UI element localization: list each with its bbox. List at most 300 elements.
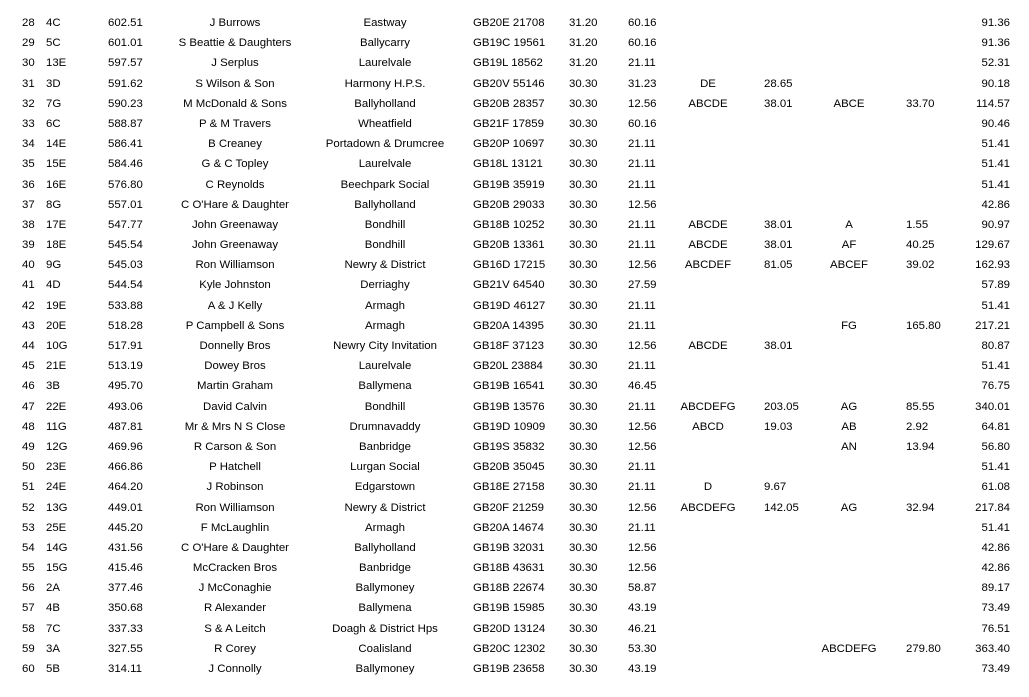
results-table [0,13,1029,679]
club-name-cell: Coalisland [358,642,412,655]
ring-number-cell: GB20P 10697 [473,138,545,151]
pool-2-amount-cell: 85.55 [906,400,935,413]
velocity-cell: 517.91 [108,340,143,352]
pool-1-letters-cell: ABCDE [688,340,728,352]
pool-2-letters-cell: AG [840,501,858,514]
velocity-cell: 327.55 [108,642,143,655]
table-row [0,74,1029,94]
ring-number-cell: GB21F 17859 [473,117,544,130]
ring-number-cell: GB20F 21259 [473,501,544,514]
position-cell: 34 [22,138,35,151]
pool-1-letters-cell: D [703,481,713,494]
fancier-name-cell: C O'Hare & Daughter [181,198,289,211]
position-cell: 40 [22,259,35,272]
prize-1-cell: 30.30 [569,562,598,575]
total-cell: 51.41 [981,138,1010,151]
prize-2-cell: 21.11 [628,138,656,151]
prize-1-cell: 30.30 [569,440,598,453]
velocity-cell: 557.01 [108,198,143,211]
position-cell: 42 [22,299,35,312]
prize-1-cell: 30.30 [569,97,598,110]
club-name-cell: Newry & District [344,501,426,514]
fancier-name-cell: R Carson & Son [193,440,277,453]
total-cell: 51.41 [981,461,1010,474]
section-code-cell: 3A [46,642,60,655]
ring-number-cell: GB18L 13121 [473,158,543,171]
prize-2-cell: 12.56 [628,420,657,433]
prize-1-cell: 30.30 [569,461,598,474]
prize-1-cell: 30.30 [569,77,598,90]
prize-2-cell: 53.30 [628,642,657,655]
ring-number-cell: GB19B 32031 [473,541,545,554]
section-code-cell: 24E [46,481,67,494]
prize-2-cell: 21.11 [628,461,656,474]
ring-number-cell: GB18B 10252 [473,218,545,231]
pool-2-letters-cell: AN [841,440,857,453]
fancier-name-cell: Martin Graham [197,380,273,393]
prize-2-cell: 43.19 [628,602,657,615]
position-cell: 30 [22,57,35,70]
velocity-cell: 466.86 [108,461,143,474]
position-cell: 47 [22,400,35,413]
ring-number-cell: GB19B 16541 [473,380,545,393]
club-name-cell: Armagh [365,521,405,534]
section-code-cell: 13E [46,57,67,70]
prize-2-cell: 58.87 [628,582,657,595]
pool-2-letters-cell: AB [841,420,857,433]
prize-2-cell: 21.11 [628,319,656,332]
total-cell: 89.17 [981,582,1010,595]
pool-1-amount-cell: 38.01 [764,97,793,110]
prize-2-cell: 21.11 [628,158,656,171]
club-name-cell: Beechpark Social [340,178,430,191]
velocity-cell: 586.41 [108,138,143,151]
ring-number-cell: GB20L 23884 [473,360,543,373]
fancier-name-cell: A & J Kelly [207,299,263,312]
pool-2-amount-cell: 165.80 [906,319,941,332]
section-code-cell: 19E [46,299,67,312]
prize-1-cell: 30.30 [569,420,598,433]
prize-2-cell: 12.56 [628,562,657,575]
ring-number-cell: GB16D 17215 [473,259,546,272]
velocity-cell: 590.23 [108,97,143,110]
position-cell: 56 [22,582,35,595]
prize-1-cell: 30.30 [569,299,598,312]
prize-1-cell: 30.30 [569,158,598,171]
section-code-cell: 21E [46,360,67,373]
table-row [0,659,1029,679]
pool-1-amount-cell: 38.01 [764,340,793,352]
pool-2-amount-cell: 40.25 [906,239,935,252]
velocity-cell: 464.20 [108,481,143,494]
fancier-name-cell: John Greenaway [191,239,279,252]
pool-1-letters-cell: ABCDE [688,97,728,110]
velocity-cell: 547.77 [108,218,143,231]
velocity-cell: 431.56 [108,541,143,554]
prize-1-cell: 30.30 [569,481,598,494]
fancier-name-cell: J Connolly [208,663,262,675]
position-cell: 36 [22,178,35,191]
prize-2-cell: 21.11 [628,178,656,191]
velocity-cell: 588.87 [108,117,143,130]
position-cell: 48 [22,420,35,433]
total-cell: 162.93 [975,259,1010,272]
club-name-cell: Laurelvale [358,57,412,70]
prize-1-cell: 30.30 [569,602,598,615]
section-code-cell: 6C [46,117,61,130]
velocity-cell: 584.46 [108,158,143,171]
table-row [0,195,1029,215]
club-name-cell: Newry City Invitation [333,340,437,352]
total-cell: 91.36 [981,37,1010,50]
pool-1-letters-cell: DE [700,77,716,90]
ring-number-cell: GB18B 43631 [473,562,545,575]
ring-number-cell: GB20A 14395 [473,319,544,332]
table-row [0,175,1029,195]
prize-2-cell: 31.23 [628,77,657,90]
prize-2-cell: 60.16 [628,17,657,29]
table-row [0,215,1029,235]
velocity-cell: 602.51 [108,17,143,29]
fancier-name-cell: J Robinson [206,481,264,494]
table-row [0,578,1029,598]
table-row [0,457,1029,477]
club-name-cell: Bondhill [364,400,406,413]
pool-2-letters-cell: FG [841,319,857,332]
pool-1-letters-cell: ABCDEF [684,259,732,272]
fancier-name-cell: John Greenaway [191,218,279,231]
ring-number-cell: GB20D 13124 [473,622,546,635]
club-name-cell: Ballycarry [359,37,410,50]
position-cell: 52 [22,501,35,514]
section-code-cell: 4D [46,279,61,292]
total-cell: 51.41 [981,178,1010,191]
club-name-cell: Lurgan Social [350,461,420,474]
pool-1-letters-cell: ABCDEFG [680,400,736,413]
pool-1-amount-cell: 203.05 [764,400,799,413]
section-code-cell: 4C [46,17,61,29]
total-cell: 61.08 [981,481,1010,494]
prize-2-cell: 46.45 [628,380,657,393]
prize-1-cell: 30.30 [569,218,598,231]
fancier-name-cell: Ron Williamson [195,259,275,272]
club-name-cell: Ballymena [358,602,412,615]
total-cell: 91.36 [981,17,1010,29]
position-cell: 31 [22,77,35,90]
club-name-cell: Laurelvale [358,158,412,171]
velocity-cell: 350.68 [108,602,143,615]
position-cell: 59 [22,642,35,655]
prize-1-cell: 30.30 [569,622,598,635]
club-name-cell: Armagh [365,319,405,332]
prize-2-cell: 21.11 [628,299,656,312]
pool-2-letters-cell: AG [840,400,858,413]
position-cell: 43 [22,319,35,332]
total-cell: 51.41 [981,360,1010,373]
position-cell: 32 [22,97,35,110]
pool-1-amount-cell: 9.67 [764,481,787,494]
table-row [0,558,1029,578]
prize-1-cell: 31.20 [569,17,598,29]
table-row [0,397,1029,417]
club-name-cell: Doagh & District Hps [332,622,438,635]
club-name-cell: Laurelvale [358,360,412,373]
position-cell: 37 [22,198,35,211]
ring-number-cell: GB20B 35045 [473,461,545,474]
velocity-cell: 487.81 [108,420,143,433]
table-row [0,255,1029,275]
table-row [0,114,1029,134]
table-row [0,154,1029,174]
total-cell: 73.49 [981,663,1010,675]
fancier-name-cell: Donnelly Bros [199,340,271,352]
section-code-cell: 5B [46,663,60,675]
section-code-cell: 4B [46,602,60,615]
section-code-cell: 11G [46,420,67,433]
total-cell: 51.41 [981,158,1010,171]
section-code-cell: 13G [46,501,68,514]
total-cell: 57.89 [981,279,1010,292]
club-name-cell: Bondhill [364,218,406,231]
pool-2-amount-cell: 1.55 [906,218,929,231]
club-name-cell: Portadown & Drumcree [325,138,445,151]
club-name-cell: Ballyholland [354,97,416,110]
ring-number-cell: GB20B 29033 [473,198,545,211]
section-code-cell: 7G [46,97,62,110]
prize-2-cell: 21.11 [628,360,656,373]
table-row [0,619,1029,639]
velocity-cell: 469.96 [108,440,143,453]
prize-2-cell: 12.56 [628,501,657,514]
ring-number-cell: GB20V 55146 [473,77,545,90]
ring-number-cell: GB18E 27158 [473,481,545,494]
ring-number-cell: GB20E 21708 [473,17,545,29]
total-cell: 90.46 [981,117,1010,130]
pool-1-letters-cell: ABCDE [688,218,728,231]
fancier-name-cell: David Calvin [203,400,267,413]
total-cell: 42.86 [981,562,1010,575]
section-code-cell: 2A [46,582,60,595]
ring-number-cell: GB19B 13576 [473,400,545,413]
prize-2-cell: 12.56 [628,97,657,110]
ring-number-cell: GB19D 46127 [473,299,546,312]
ring-number-cell: GB20B 28357 [473,97,545,110]
velocity-cell: 533.88 [108,299,143,312]
pool-2-amount-cell: 2.92 [906,420,929,433]
club-name-cell: Ballyholland [354,541,416,554]
section-code-cell: 8G [46,198,62,211]
velocity-cell: 597.57 [108,57,143,70]
ring-number-cell: GB20B 13361 [473,239,545,252]
club-name-cell: Harmony H.P.S. [344,77,426,90]
total-cell: 217.21 [975,319,1010,332]
table-row [0,598,1029,618]
prize-1-cell: 30.30 [569,340,598,352]
velocity-cell: 513.19 [108,360,143,373]
fancier-name-cell: S Wilson & Son [195,77,275,90]
position-cell: 51 [22,481,35,494]
velocity-cell: 377.46 [108,582,143,595]
position-cell: 54 [22,541,35,554]
club-name-cell: Bondhill [364,239,406,252]
total-cell: 52.31 [981,57,1010,70]
pool-2-amount-cell: 33.70 [906,97,935,110]
position-cell: 50 [22,461,35,474]
ring-number-cell: GB19B 35919 [473,178,545,191]
prize-2-cell: 12.56 [628,198,657,211]
fancier-name-cell: Ron Williamson [195,501,275,514]
section-code-cell: 15E [46,158,67,171]
fancier-name-cell: R Alexander [203,602,267,615]
section-code-cell: 3D [46,77,61,90]
fancier-name-cell: G & C Topley [201,158,269,171]
prize-1-cell: 30.30 [569,279,598,292]
ring-number-cell: GB19C 19561 [473,37,546,50]
section-code-cell: 23E [46,461,67,474]
pool-1-amount-cell: 38.01 [764,239,793,252]
section-code-cell: 12G [46,440,68,453]
pool-2-amount-cell: 39.02 [906,259,935,272]
table-row [0,33,1029,53]
velocity-cell: 445.20 [108,521,143,534]
position-cell: 53 [22,521,35,534]
club-name-cell: Armagh [365,299,405,312]
total-cell: 90.97 [981,218,1010,231]
table-row [0,417,1029,437]
club-name-cell: Ballymoney [355,582,415,595]
total-cell: 363.40 [975,642,1010,655]
section-code-cell: 25E [46,521,67,534]
fancier-name-cell: F McLaughlin [200,521,270,534]
ring-number-cell: GB19B 15985 [473,602,545,615]
prize-1-cell: 30.30 [569,198,598,211]
table-row [0,235,1029,255]
fancier-name-cell: S & A Leitch [204,622,266,635]
velocity-cell: 601.01 [108,37,143,50]
pool-2-letters-cell: AF [841,239,857,252]
position-cell: 45 [22,360,35,373]
total-cell: 56.80 [981,440,1010,453]
velocity-cell: 576.80 [108,178,143,191]
position-cell: 39 [22,239,35,252]
fancier-name-cell: J Serplus [211,57,259,70]
table-row [0,134,1029,154]
prize-2-cell: 21.11 [628,239,656,252]
pool-1-letters-cell: ABCDEFG [680,501,736,514]
club-name-cell: Eastway [363,17,407,29]
velocity-cell: 415.46 [108,562,143,575]
club-name-cell: Newry & District [344,259,426,272]
club-name-cell: Derriaghy [360,279,410,292]
pool-2-amount-cell: 13.94 [906,440,935,453]
pool-2-amount-cell: 279.80 [906,642,941,655]
fancier-name-cell: P Hatchell [209,461,261,474]
prize-1-cell: 30.30 [569,521,598,534]
section-code-cell: 5C [46,37,61,50]
pool-2-letters-cell: ABCEF [830,259,868,272]
pool-2-amount-cell: 32.94 [906,501,935,514]
ring-number-cell: GB19B 23658 [473,663,545,675]
fancier-name-cell: Kyle Johnston [199,279,271,292]
fancier-name-cell: C O'Hare & Daughter [181,541,289,554]
prize-2-cell: 21.11 [628,400,656,413]
position-cell: 58 [22,622,35,635]
prize-1-cell: 30.30 [569,360,598,373]
pool-1-amount-cell: 81.05 [764,259,793,272]
position-cell: 29 [22,37,35,50]
pool-2-letters-cell: ABCE [833,97,865,110]
ring-number-cell: GB19D 10909 [473,420,546,433]
prize-1-cell: 30.30 [569,239,598,252]
section-code-cell: 14E [46,138,67,151]
prize-1-cell: 31.20 [569,37,598,50]
fancier-name-cell: McCracken Bros [192,562,278,575]
section-code-cell: 7C [46,622,61,635]
prize-2-cell: 21.11 [628,481,656,494]
pool-2-letters-cell: A [845,218,853,231]
fancier-name-cell: P Campbell & Sons [185,319,285,332]
velocity-cell: 337.33 [108,622,143,635]
table-row [0,356,1029,376]
prize-2-cell: 12.56 [628,340,657,352]
table-row [0,477,1029,497]
fancier-name-cell: P & M Travers [199,117,271,130]
prize-1-cell: 31.20 [569,57,598,70]
club-name-cell: Wheatfield [358,117,412,130]
table-row [0,437,1029,457]
table-row [0,53,1029,73]
prize-1-cell: 30.30 [569,400,598,413]
section-code-cell: 22E [46,400,67,413]
prize-1-cell: 30.30 [569,663,598,675]
prize-1-cell: 30.30 [569,642,598,655]
velocity-cell: 518.28 [108,319,143,332]
prize-1-cell: 30.30 [569,501,598,514]
total-cell: 90.18 [981,77,1010,90]
table-row [0,498,1029,518]
club-name-cell: Edgarstown [354,481,416,494]
club-name-cell: Ballymoney [355,663,415,675]
prize-2-cell: 60.16 [628,117,657,130]
section-code-cell: 20E [46,319,67,332]
total-cell: 129.67 [975,239,1010,252]
prize-2-cell: 46.21 [628,622,657,635]
ring-number-cell: GB20A 14674 [473,521,544,534]
position-cell: 33 [22,117,35,130]
prize-1-cell: 30.30 [569,138,598,151]
position-cell: 60 [22,663,35,675]
table-row [0,296,1029,316]
section-code-cell: 9G [46,259,62,272]
pool-1-amount-cell: 38.01 [764,218,793,231]
velocity-cell: 591.62 [108,77,143,90]
fancier-name-cell: S Beattie & Daughters [178,37,292,50]
section-code-cell: 3B [46,380,60,393]
prize-1-cell: 30.30 [569,319,598,332]
club-name-cell: Ballymena [358,380,412,393]
total-cell: 64.81 [981,420,1010,433]
prize-1-cell: 30.30 [569,541,598,554]
position-cell: 44 [22,340,35,352]
pool-1-letters-cell: ABCDE [688,239,728,252]
fancier-name-cell: Dowey Bros [204,360,266,373]
table-row [0,94,1029,114]
club-name-cell: Banbridge [359,440,411,453]
section-code-cell: 10G [46,340,68,352]
total-cell: 76.51 [981,622,1010,635]
pool-1-amount-cell: 28.65 [764,77,793,90]
position-cell: 38 [22,218,35,231]
